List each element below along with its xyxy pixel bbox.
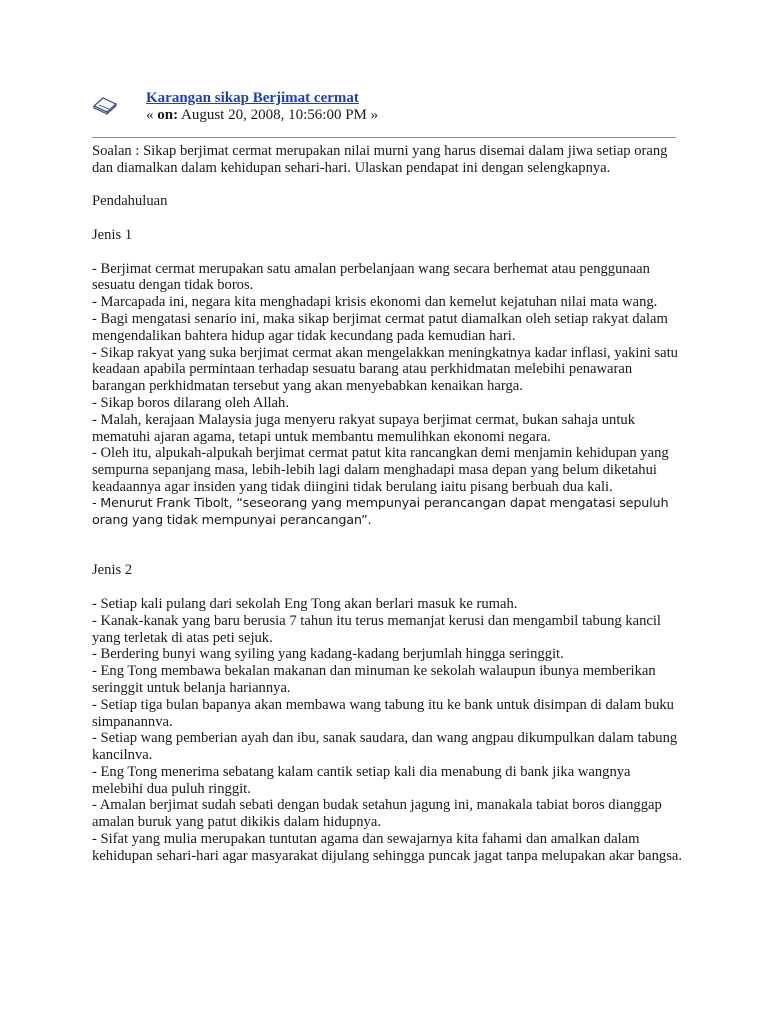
spacer [92, 210, 682, 227]
jenis2-point: - Setiap tiga bulan bapanya akan membawa wang tabung itu ke bank untuk disimpan di dalam buku simpanannva. [92, 696, 674, 730]
jenis1-point: - Sikap rakyat yang suka berjimat cermat akan mengelakkan meningkatnya kadar inflasi, yakini satu keadaan apabila permintaan terhadap sesuatu barang atau perkhidmatan melebihi penawaran barangan perkhidmatan tersebut yang akan menyebabkan kenaikan harga. [92, 344, 678, 395]
header-divider [92, 137, 676, 138]
pendahuluan-heading: Pendahuluan [92, 193, 168, 210]
jenis2-heading: Jenis 2 [92, 562, 133, 579]
jenis2-point: - Amalan berjimat sudah sebati dengan budak setahun jagung ini, manakala tabiat boros dianggap amalan buruk yang patut dikikis dalam hidupnya. [92, 797, 662, 831]
meta-on-label: on: [157, 107, 179, 123]
jenis1-point: - Oleh itu, alpukah-alpukah berjimat cermat patut kita rancangkan demi menjamin kehidupan yang sempurna sepanjang masa, lebih-lebih lagi dalam menghadapi masa depan yang belum diketahui keadaannya agar insiden yang tidak diingini tidak berulang iaitu pisang berbuah dua kali. [92, 445, 669, 495]
jenis1-heading: Jenis 1 [92, 226, 133, 243]
post-title-link[interactable]: Karangan sikap Berjimat cermat [146, 90, 359, 106]
jenis2-point: - Eng Tong menerima sebatang kalam cantik setiap kali dia menabung di bank jika wangnya melebihi dua puluh ringgit. [92, 763, 631, 797]
soalan-paragraph: Soalan : Sikap berjimat cermat merupakan nilai murni yang harus disemai dalam jiwa setiap orang dan diamalkan dalam kehidupan sehari-hari. Ulaskan pendapat ini dengan selengkapnya. [92, 143, 668, 176]
jenis1-point: - Marcapada ini, negara kita menghadapi krisis ekonomi dan kemelut kejatuhan nilai mata wang. [92, 294, 658, 311]
jenis1-point: - Bagi mengatasi senario ini, maka sikap berjimat cermat patut diamalkan oleh setiap rakyat dalam mengendalikan bahtera hidup agar tidak kecundang pada kemudian hari. [92, 310, 668, 344]
jenis1-point: - Malah, kerajaan Malaysia juga menyeru rakyat supaya berjimat cermat, bukan sahaja untuk mematuhi ajaran agama, tetapi untuk membantu memulihkan ekonomi negara. [92, 411, 635, 445]
jenis2-point: - Berdering bunyi wang syiling yang kadang-kadang berjumlah hingga seringgit. [92, 646, 564, 663]
spacer [92, 244, 682, 261]
jenis2-point: - Sifat yang mulia merupakan tuntutan agama dan sewajarnya kita fahami dan amalkan dalam kehidupan sehari-hari agar masyarakat dijulang sehingga puncak jagat tanpa melupakan akar bangsa. [92, 831, 682, 864]
post-body [92, 143, 682, 865]
post-icon [92, 94, 118, 116]
jenis2-point: - Setiap kali pulang dari sekolah Eng Tong akan berlari masuk ke rumah. [92, 595, 518, 612]
jenis1-point: - Sikap boros dilarang oleh Allah. [92, 394, 289, 411]
jenis1-quote: - Menurut Frank Tibolt, “seseorang yang mempunyai perancangan dapat mengatasi sepuluh orang yang tidak mempunyai perancangan”. [92, 495, 669, 528]
post-header [92, 90, 692, 130]
jenis2-point: - Eng Tong membawa bekalan makanan dan minuman ke sekolah walaupun ibunya memberikan seringgit untuk belanja hariannya. [92, 663, 656, 696]
post-date: August 20, 2008, 10:56:00 PM » [178, 107, 379, 123]
jenis2-point: - Kanak-kanak yang baru berusia 7 tahun itu terus memanjat kerusi dan mengambil tabung kancil yang terletak di atas peti sejuk. [92, 612, 661, 646]
jenis1-point: - Berjimat cermat merupakan satu amalan perbelanjaan wang secara berhemat atau penggunaan sesuatu dengan tidak boros. [92, 260, 650, 294]
meta-prefix: « [146, 107, 158, 123]
spacer [92, 579, 682, 596]
post-meta [146, 107, 378, 124]
jenis2-point: - Setiap wang pemberian ayah dan ibu, sanak saudara, dan wang angpau dikumpulkan dalam tabung kancilnva. [92, 730, 678, 764]
spacer [92, 177, 682, 194]
spacer [92, 529, 682, 562]
